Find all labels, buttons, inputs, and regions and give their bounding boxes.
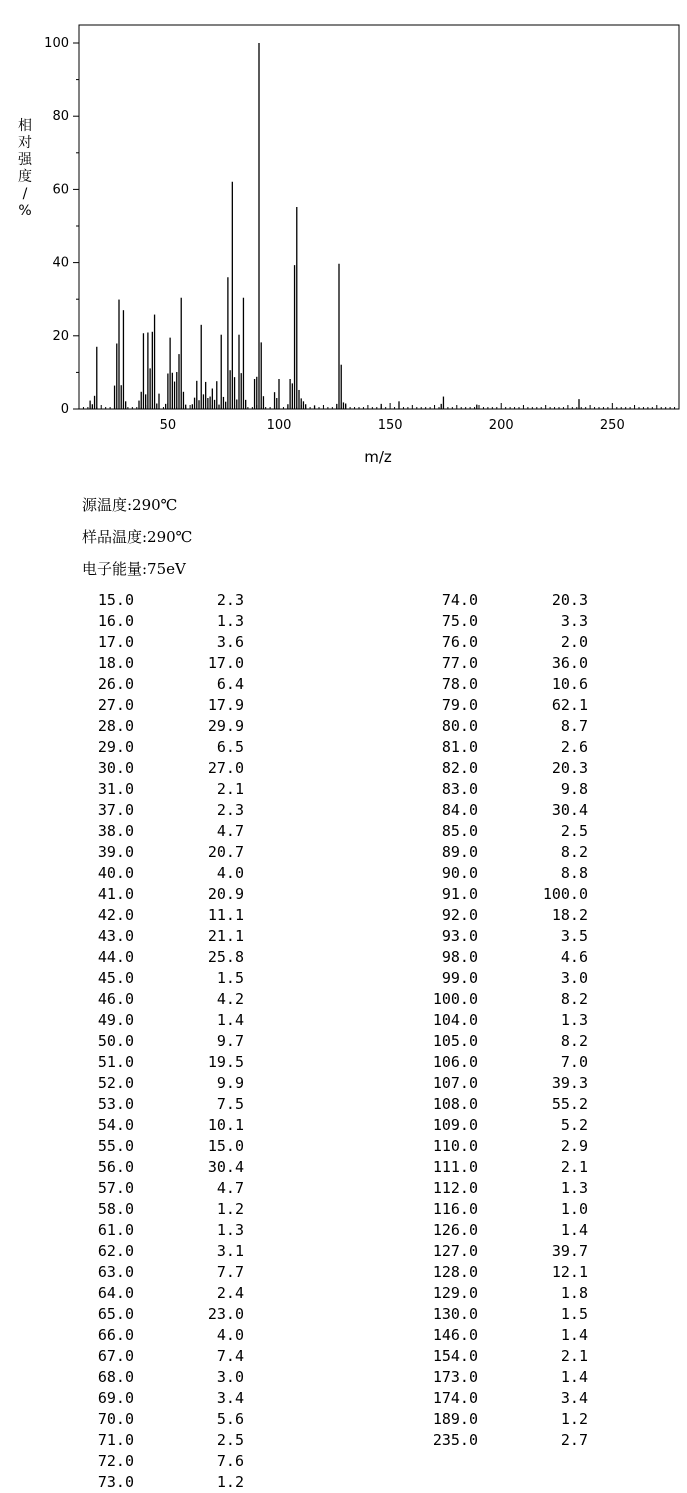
peak-row [430, 1283, 588, 1304]
peak-mz: 50.0 [97, 1032, 134, 1050]
peak-row [86, 1283, 244, 1304]
peak-mz: 189.0 [432, 1410, 478, 1428]
peak-mz: 78.0 [441, 675, 478, 693]
peak-row [430, 1115, 588, 1136]
peak-row [86, 1262, 244, 1283]
peak-abundance: 23.0 [207, 1305, 244, 1323]
peak-row [430, 1325, 588, 1346]
peak-mz: 71.0 [97, 1431, 134, 1449]
peak-row [86, 1178, 244, 1199]
peak-mz: 70.0 [97, 1410, 134, 1428]
peak-mz: 128.0 [432, 1263, 478, 1281]
peak-mz: 127.0 [432, 1242, 478, 1260]
peak-mz: 83.0 [441, 780, 478, 798]
peak-row [86, 1388, 244, 1409]
peak-abundance: 6.5 [216, 738, 244, 756]
peak-row [86, 926, 244, 947]
peak-mz: 31.0 [97, 780, 134, 798]
peak-row [86, 695, 244, 716]
peak-abundance: 4.0 [216, 1326, 244, 1344]
x-tick-label: 200 [488, 418, 514, 433]
peak-abundance: 1.5 [560, 1305, 588, 1323]
peak-abundance: 3.1 [216, 1242, 244, 1260]
peak-abundance: 2.7 [560, 1431, 588, 1449]
peak-mz: 17.0 [97, 633, 134, 651]
tick-labels [44, 36, 625, 433]
peak-mz: 80.0 [441, 717, 478, 735]
peak-row [430, 1136, 588, 1157]
peak-row [430, 1199, 588, 1220]
plot-frame [79, 25, 679, 409]
peak-abundance: 18.2 [551, 906, 588, 924]
peak-row [86, 632, 244, 653]
peak-mz: 79.0 [441, 696, 478, 714]
peak-row [86, 1052, 244, 1073]
peak-row [430, 1157, 588, 1178]
peak-abundance: 3.4 [216, 1389, 244, 1407]
y-tick-label: 20 [52, 328, 69, 344]
peak-row [430, 1031, 588, 1052]
peak-abundance: 10.1 [207, 1116, 244, 1134]
peak-abundance: 8.7 [560, 717, 588, 735]
peak-row [430, 779, 588, 800]
y-tick-label: 100 [44, 36, 69, 51]
peak-abundance: 2.1 [216, 780, 244, 798]
peak-abundance: 1.2 [216, 1473, 244, 1491]
peak-abundance: 4.7 [216, 822, 244, 840]
peak-mz: 89.0 [441, 843, 478, 861]
peak-row [86, 884, 244, 905]
peak-abundance: 2.3 [216, 591, 244, 609]
peak-mz: 52.0 [97, 1074, 134, 1092]
peak-row [430, 1073, 588, 1094]
peak-mz: 15.0 [97, 591, 134, 609]
y-tick-label: 60 [52, 182, 69, 198]
peak-row [430, 863, 588, 884]
peak-mz: 54.0 [97, 1116, 134, 1134]
peak-row [430, 758, 588, 779]
peak-mz: 57.0 [97, 1179, 134, 1197]
peak-abundance: 15.0 [207, 1137, 244, 1155]
peak-row [430, 1010, 588, 1031]
peak-abundance: 20.3 [551, 759, 588, 777]
peak-abundance: 39.3 [551, 1074, 588, 1092]
peak-abundance: 8.2 [560, 843, 588, 861]
peak-row [86, 1346, 244, 1367]
peak-abundance: 2.4 [216, 1284, 244, 1302]
peak-abundance: 1.3 [216, 1221, 244, 1239]
peak-row [86, 989, 244, 1010]
peak-mz: 111.0 [432, 1158, 478, 1176]
peak-abundance: 100.0 [542, 885, 588, 903]
peak-row [430, 1304, 588, 1325]
peak-row [430, 1094, 588, 1115]
peak-row [430, 1178, 588, 1199]
peak-abundance: 1.2 [560, 1410, 588, 1428]
y-tick-label: 40 [52, 255, 69, 271]
peak-row [86, 1325, 244, 1346]
peak-row [86, 1451, 244, 1472]
peak-abundance: 62.1 [551, 696, 588, 714]
peak-table-left [86, 590, 244, 1493]
peak-abundance: 2.1 [560, 1347, 588, 1365]
peak-row [430, 632, 588, 653]
peak-abundance: 9.8 [560, 780, 588, 798]
peak-abundance: 7.4 [216, 1347, 244, 1365]
peak-mz: 40.0 [97, 864, 134, 882]
peak-mz: 27.0 [97, 696, 134, 714]
peak-row [86, 1199, 244, 1220]
peak-abundance: 9.9 [216, 1074, 244, 1092]
peak-mz: 107.0 [432, 1074, 478, 1092]
peak-mz: 105.0 [432, 1032, 478, 1050]
peak-mz: 173.0 [432, 1368, 478, 1386]
y-tick-label: 80 [52, 109, 69, 125]
peak-row [86, 1430, 244, 1451]
peak-abundance: 3.4 [560, 1389, 588, 1407]
peak-abundance: 2.9 [560, 1137, 588, 1155]
peak-row [86, 1115, 244, 1136]
peak-row [430, 821, 588, 842]
peak-abundance: 7.0 [560, 1053, 588, 1071]
peak-abundance: 5.2 [560, 1116, 588, 1134]
peak-mz: 61.0 [97, 1221, 134, 1239]
peak-row [86, 758, 244, 779]
peak-mz: 67.0 [97, 1347, 134, 1365]
peak-row [86, 1010, 244, 1031]
peak-mz: 110.0 [432, 1137, 478, 1155]
peak-row [86, 1031, 244, 1052]
peak-mz: 66.0 [97, 1326, 134, 1344]
peak-mz: 106.0 [432, 1053, 478, 1071]
peak-abundance: 1.4 [560, 1221, 588, 1239]
peak-mz: 39.0 [97, 843, 134, 861]
peak-mz: 53.0 [97, 1095, 134, 1113]
peak-row [430, 1346, 588, 1367]
peak-abundance: 8.8 [560, 864, 588, 882]
peak-abundance: 3.3 [560, 612, 588, 630]
peak-row [430, 947, 588, 968]
peak-mz: 82.0 [441, 759, 478, 777]
peak-mz: 90.0 [441, 864, 478, 882]
peak-mz: 108.0 [432, 1095, 478, 1113]
peak-row [430, 1262, 588, 1283]
peak-abundance: 17.9 [207, 696, 244, 714]
peak-abundance: 20.7 [207, 843, 244, 861]
peak-abundance: 2.5 [560, 822, 588, 840]
peak-abundance: 1.3 [560, 1179, 588, 1197]
peak-mz: 45.0 [97, 969, 134, 987]
peak-mz: 146.0 [432, 1326, 478, 1344]
peak-abundance: 25.8 [207, 948, 244, 966]
peak-row [86, 779, 244, 800]
peak-mz: 74.0 [441, 591, 478, 609]
peak-abundance: 10.6 [551, 675, 588, 693]
peak-row [86, 821, 244, 842]
peak-mz: 44.0 [97, 948, 134, 966]
peak-abundance: 21.1 [207, 927, 244, 945]
peak-mz: 85.0 [441, 822, 478, 840]
peak-row [86, 863, 244, 884]
peak-row [430, 926, 588, 947]
peak-row [86, 590, 244, 611]
peak-mz: 154.0 [432, 1347, 478, 1365]
peak-row [86, 1220, 244, 1241]
peak-mz: 42.0 [97, 906, 134, 924]
peak-row [430, 842, 588, 863]
peak-mz: 77.0 [441, 654, 478, 672]
peak-row [86, 1136, 244, 1157]
peak-row [430, 800, 588, 821]
peak-mz: 98.0 [441, 948, 478, 966]
peak-abundance: 2.3 [216, 801, 244, 819]
peak-mz: 65.0 [97, 1305, 134, 1323]
peak-abundance: 3.0 [216, 1368, 244, 1386]
peak-mz: 30.0 [97, 759, 134, 777]
peak-abundance: 20.3 [551, 591, 588, 609]
peak-abundance: 7.5 [216, 1095, 244, 1113]
electron-energy: 电子能量:75eV [82, 560, 186, 578]
peak-mz: 99.0 [441, 969, 478, 987]
peak-abundance: 1.3 [216, 612, 244, 630]
peak-mz: 37.0 [97, 801, 134, 819]
peak-row [86, 905, 244, 926]
peak-row [86, 1367, 244, 1388]
peak-abundance: 2.0 [560, 633, 588, 651]
peak-row [430, 968, 588, 989]
peak-mz: 84.0 [441, 801, 478, 819]
peak-row [430, 1388, 588, 1409]
peak-row [430, 737, 588, 758]
peak-mz: 56.0 [97, 1158, 134, 1176]
peak-mz: 29.0 [97, 738, 134, 756]
peak-mz: 16.0 [97, 612, 134, 630]
y-axis-label: 相对强度/ % [18, 118, 32, 219]
peak-mz: 81.0 [441, 738, 478, 756]
peak-abundance: 6.4 [216, 675, 244, 693]
peak-abundance: 30.4 [551, 801, 588, 819]
peak-row [430, 716, 588, 737]
peak-mz: 51.0 [97, 1053, 134, 1071]
peak-mz: 104.0 [432, 1011, 478, 1029]
peak-abundance: 1.2 [216, 1200, 244, 1218]
peak-abundance: 55.2 [551, 1095, 588, 1113]
peak-mz: 38.0 [97, 822, 134, 840]
peak-row [86, 1472, 244, 1493]
peak-mz: 73.0 [97, 1473, 134, 1491]
peak-mz: 75.0 [441, 612, 478, 630]
peak-abundance: 4.6 [560, 948, 588, 966]
peak-mz: 49.0 [97, 1011, 134, 1029]
peak-row [86, 1157, 244, 1178]
x-tick-label: 50 [159, 418, 177, 433]
peak-row [86, 1241, 244, 1262]
peak-row [86, 842, 244, 863]
peak-row [430, 695, 588, 716]
peak-mz: 76.0 [441, 633, 478, 651]
peak-abundance: 9.7 [216, 1032, 244, 1050]
peak-row [86, 737, 244, 758]
peak-row [86, 611, 244, 632]
peak-mz: 18.0 [97, 654, 134, 672]
peak-mz: 68.0 [97, 1368, 134, 1386]
axis-ticks [73, 43, 679, 409]
peak-abundance: 1.8 [560, 1284, 588, 1302]
peak-abundance: 3.0 [560, 969, 588, 987]
peak-row [430, 1241, 588, 1262]
peak-abundance: 1.0 [560, 1200, 588, 1218]
peak-abundance: 12.1 [551, 1263, 588, 1281]
peak-mz: 91.0 [441, 885, 478, 903]
peak-abundance: 3.6 [216, 633, 244, 651]
peak-mz: 55.0 [97, 1137, 134, 1155]
peak-row [430, 674, 588, 695]
peak-abundance: 2.5 [216, 1431, 244, 1449]
peak-abundance: 20.9 [207, 885, 244, 903]
peak-mz: 109.0 [432, 1116, 478, 1134]
peak-abundance: 30.4 [207, 1158, 244, 1176]
peak-mz: 62.0 [97, 1242, 134, 1260]
peak-row [86, 800, 244, 821]
y-tick-label: 0 [60, 402, 69, 417]
peak-mz: 63.0 [97, 1263, 134, 1281]
peak-row [86, 674, 244, 695]
peak-mz: 100.0 [432, 990, 478, 1008]
peak-mz: 58.0 [97, 1200, 134, 1218]
peak-row [86, 1073, 244, 1094]
peak-row [430, 1367, 588, 1388]
peak-row [430, 1220, 588, 1241]
peak-row [430, 1430, 588, 1451]
peak-row [430, 905, 588, 926]
peak-row [86, 1409, 244, 1430]
peak-abundance: 2.1 [560, 1158, 588, 1176]
peak-mz: 126.0 [432, 1221, 478, 1239]
peak-abundance: 4.2 [216, 990, 244, 1008]
peak-mz: 92.0 [441, 906, 478, 924]
peak-abundance: 1.4 [560, 1368, 588, 1386]
peak-abundance: 4.0 [216, 864, 244, 882]
peak-abundance: 1.3 [560, 1011, 588, 1029]
peak-mz: 174.0 [432, 1389, 478, 1407]
peak-abundance: 8.2 [560, 990, 588, 1008]
peak-abundance: 7.6 [216, 1452, 244, 1470]
peak-row [430, 989, 588, 1010]
peak-table-right [430, 590, 588, 1451]
peak-abundance: 4.7 [216, 1179, 244, 1197]
x-tick-label: 250 [599, 418, 625, 433]
peak-abundance: 1.4 [560, 1326, 588, 1344]
peak-row [430, 590, 588, 611]
peak-mz: 129.0 [432, 1284, 478, 1302]
peak-mz: 235.0 [432, 1431, 478, 1449]
peak-mz: 64.0 [97, 1284, 134, 1302]
peak-abundance: 17.0 [207, 654, 244, 672]
peak-mz: 26.0 [97, 675, 134, 693]
peak-abundance: 3.5 [560, 927, 588, 945]
peak-mz: 43.0 [97, 927, 134, 945]
spectrum-bars [90, 43, 579, 409]
peak-abundance: 39.7 [551, 1242, 588, 1260]
peak-abundance: 8.2 [560, 1032, 588, 1050]
peak-row [86, 653, 244, 674]
peak-row [430, 653, 588, 674]
peak-abundance: 29.9 [207, 717, 244, 735]
peak-mz: 46.0 [97, 990, 134, 1008]
peak-mz: 41.0 [97, 885, 134, 903]
peak-abundance: 19.5 [207, 1053, 244, 1071]
peak-row [86, 968, 244, 989]
peak-abundance: 1.4 [216, 1011, 244, 1029]
peak-row [430, 1052, 588, 1073]
x-tick-label: 150 [377, 418, 403, 433]
peak-abundance: 7.7 [216, 1263, 244, 1281]
peak-row [430, 611, 588, 632]
peak-mz: 112.0 [432, 1179, 478, 1197]
mass-spectrum-chart [0, 0, 687, 470]
peak-row [86, 716, 244, 737]
peak-row [430, 884, 588, 905]
sample-temperature: 样品温度:290℃ [82, 528, 193, 546]
peak-mz: 72.0 [97, 1452, 134, 1470]
peak-row [86, 1304, 244, 1325]
peak-abundance: 2.6 [560, 738, 588, 756]
peak-mz: 28.0 [97, 717, 134, 735]
peak-mz: 69.0 [97, 1389, 134, 1407]
peak-abundance: 27.0 [207, 759, 244, 777]
peak-abundance: 11.1 [207, 906, 244, 924]
peak-abundance: 1.5 [216, 969, 244, 987]
peak-mz: 130.0 [432, 1305, 478, 1323]
source-temperature: 源温度:290℃ [82, 496, 178, 514]
x-axis-label: m/z [364, 448, 392, 466]
peak-mz: 93.0 [441, 927, 478, 945]
peak-mz: 116.0 [432, 1200, 478, 1218]
peak-row [86, 947, 244, 968]
x-tick-label: 100 [266, 418, 292, 433]
peak-abundance: 5.6 [216, 1410, 244, 1428]
peak-row [430, 1409, 588, 1430]
peak-row [86, 1094, 244, 1115]
peak-abundance: 36.0 [551, 654, 588, 672]
